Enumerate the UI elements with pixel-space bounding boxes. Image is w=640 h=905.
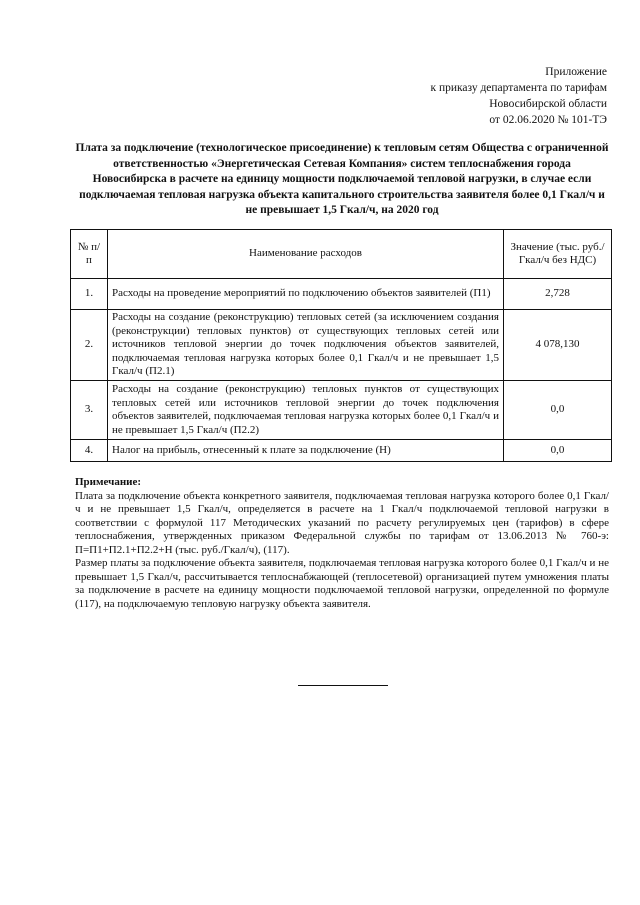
costs-table	[70, 229, 612, 462]
end-separator-line	[298, 685, 388, 686]
header-line-region: Новосибирской области	[489, 98, 607, 110]
header-name: Наименование расходов	[108, 230, 504, 279]
row-num: 4.	[71, 440, 108, 462]
document-title: Плата за подключение (технологическое присоединение) к тепловым сетям Общества с ограниченной ответственностью «Энергетическая Сетевая Компания» систем теплоснабжения города Новосибирска в расчете на единицу мощности подключаемой тепловой нагрузки, в случае если подключаемая тепловая нагрузка объекта капитального строительства заявителя более 0,1 Гкал/ч и не превышает 1,5 Гкал/ч, на 2020 год	[75, 142, 609, 216]
header-num: № п/п	[71, 230, 108, 279]
table-header-row	[71, 230, 612, 279]
header-line-date: от 02.06.2020 № 101-ТЭ	[489, 114, 607, 126]
table-row	[71, 381, 612, 440]
table-row	[71, 440, 612, 462]
row-num: 3.	[71, 381, 108, 440]
table-row	[71, 310, 612, 381]
row-value: 2,728	[504, 279, 612, 310]
row-value: 0,0	[504, 440, 612, 462]
header-line-appendix: Приложение	[545, 66, 607, 78]
row-name: Расходы на проведение мероприятий по подключению объектов заявителей (П1)	[108, 279, 504, 310]
note-title: Примечание:	[75, 476, 142, 488]
row-value: 4 078,130	[504, 310, 612, 381]
row-name: Расходы на создание (реконструкцию) тепловых пунктов от существующих тепловых сетей или источников тепловой энергии до точек подключения объектов заявителей, подключаемая тепловая нагрузка которых более 0,1 Гкал/ч и не превышает 1,5 Гкал/ч (П2.2)	[108, 381, 504, 440]
note-paragraph-1: Плата за подключение объекта конкретного заявителя, подключаемая тепловая нагрузка которого более 0,1 Гкал/ч и не превышает 1,5 Гкал/ч, определяется в расчете на 1 Гкал/ч подключаемой тепловой нагрузки в соответствии с формулой 117 Методических указаний по расчету регулируемых цен (тарифов) в сфере теплоснабжения, утвержденных приказом Федеральной службы по тарифам от 13.06.2013 № 760-э: П=П1+П2.1+П2.2+Н (тыс. руб./Гкал/ч), (117).	[75, 489, 609, 556]
row-name: Расходы на создание (реконструкцию) тепловых сетей (за исключением создания (реконструкции) тепловых пунктов) от существующих тепловых сетей или источников тепловой энергии до точек подключения объектов заявителей, подключаемая тепловая нагрузка которых более 0,1 Гкал/ч и не превышает 1,5 Гкал/ч (П2.1)	[108, 310, 504, 381]
note-paragraph-2: Размер платы за подключение объекта заявителя, подключаемая тепловая нагрузка которого более 0,1 Гкал/ч и не превышает 1,5 Гкал/ч, рассчитывается теплоснабжающей (теплосетевой) организацией путем умножения платы за подключение в расчете на единицу мощности подключаемой тепловой нагрузки, определенной по формуле (117), на подключаемую тепловую нагрузку объекта заявителя.	[75, 557, 609, 610]
row-value: 0,0	[504, 381, 612, 440]
header-line-order: к приказу департамента по тарифам	[430, 82, 607, 94]
order-header	[347, 64, 607, 128]
table-row	[71, 279, 612, 310]
row-num: 2.	[71, 310, 108, 381]
header-value: Значение (тыс. руб./Гкал/ч без НДС)	[504, 230, 612, 279]
row-num: 1.	[71, 279, 108, 310]
note-section	[75, 476, 609, 611]
row-name: Налог на прибыль, отнесенный к плате за подключение (Н)	[108, 440, 504, 462]
